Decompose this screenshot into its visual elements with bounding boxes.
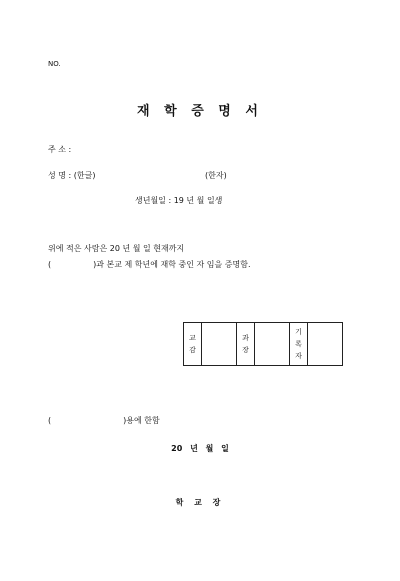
- purpose-line: [48, 415, 160, 426]
- certification-text-line-2: [48, 259, 251, 270]
- approval-signature-box-section-chief: [255, 323, 290, 366]
- document-number-label: NO.: [48, 60, 61, 68]
- approval-signature-box-vice-principal: [202, 323, 237, 366]
- purpose-text: )용에 한함: [123, 416, 160, 425]
- approval-signature-table: [183, 322, 343, 366]
- approval-signature-box-recorder: [308, 323, 343, 366]
- certification-text-rest: )과 본교 제 학년에 재학 중인 자 임을 증명함.: [93, 260, 251, 269]
- approval-label-section-chief: 과 장: [237, 323, 255, 366]
- approval-label-vice-principal: 교 감: [184, 323, 202, 366]
- approval-label-recorder: 기 록 자: [290, 323, 308, 366]
- birth-date-line: 생년월일 : 19 년 월 일생: [135, 196, 223, 205]
- certification-text-line-1: 위에 적은 사람은 20 년 월 일 현재까지: [48, 244, 185, 253]
- paren-open: (: [48, 260, 52, 269]
- document-title: 재 학 증 명 서: [137, 104, 263, 119]
- address-label: 주 소 :: [48, 145, 72, 154]
- principal-signature-label: 학 교 장: [175, 498, 225, 507]
- purpose-paren-open: (: [48, 416, 52, 425]
- name-korean-label: 성 명 : (한글): [48, 171, 96, 180]
- name-hanja-label: (한자): [205, 171, 227, 180]
- issue-date-line: 20 년 월 일: [171, 444, 229, 453]
